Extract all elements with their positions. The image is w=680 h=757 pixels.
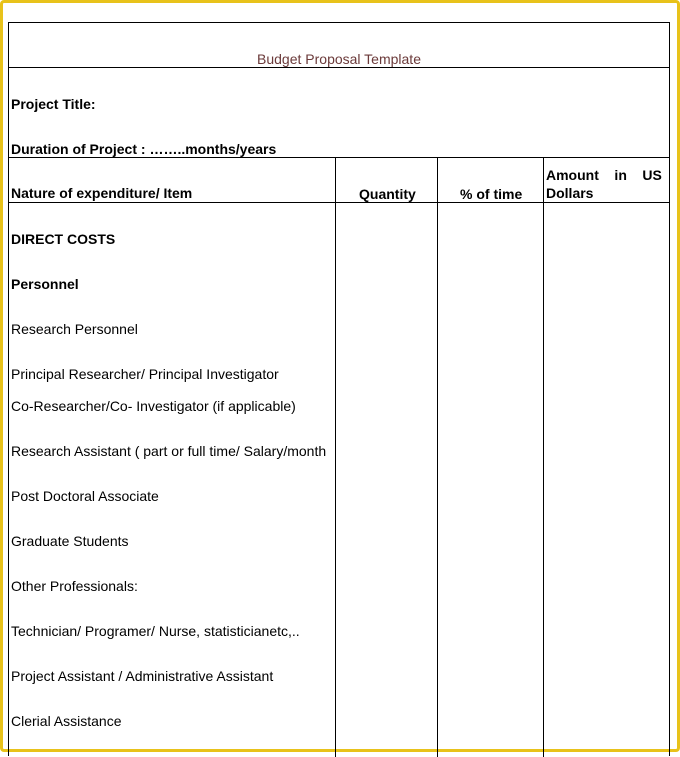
title-divider [9,67,669,68]
header-item: Nature of expenditure/ Item [11,185,193,201]
budget-form [8,22,670,756]
row-project-assistant: Project Assistant / Administrative Assistant [11,668,274,684]
row-principal-researcher: Principal Researcher/ Principal Investigator [11,366,279,382]
column-divider-amount [543,157,544,757]
row-research-assistant: Research Assistant ( part or full time/ Salary/month [11,443,327,459]
row-co-researcher: Co-Researcher/Co- Investigator (if applicable) [11,398,296,414]
duration-label: Duration of Project : ……..months/years [11,141,277,157]
row-other-professionals: Other Professionals: [11,578,138,594]
header-amount-line2: Dollars [546,185,594,201]
header-top-rule [9,157,669,158]
header-bottom-rule [9,202,669,203]
header-percent-time: % of time [460,186,523,202]
project-title-label: Project Title: [11,96,96,112]
document-title: Budget Proposal Template [257,51,421,67]
row-research-personnel: Research Personnel [11,321,138,337]
header-amount-line1: Amount in US [546,167,662,183]
column-divider-time [437,157,438,757]
row-post-doctoral: Post Doctoral Associate [11,488,159,504]
row-graduate-students: Graduate Students [11,533,129,549]
row-personnel: Personnel [11,276,79,292]
row-clerical-assistance: Clerial Assistance [11,713,122,729]
header-quantity: Quantity [359,186,416,202]
column-divider-quantity [335,157,336,757]
row-direct-costs: DIRECT COSTS [11,231,116,247]
row-technician: Technician/ Programer/ Nurse, statisticianetc,.. [11,623,300,639]
